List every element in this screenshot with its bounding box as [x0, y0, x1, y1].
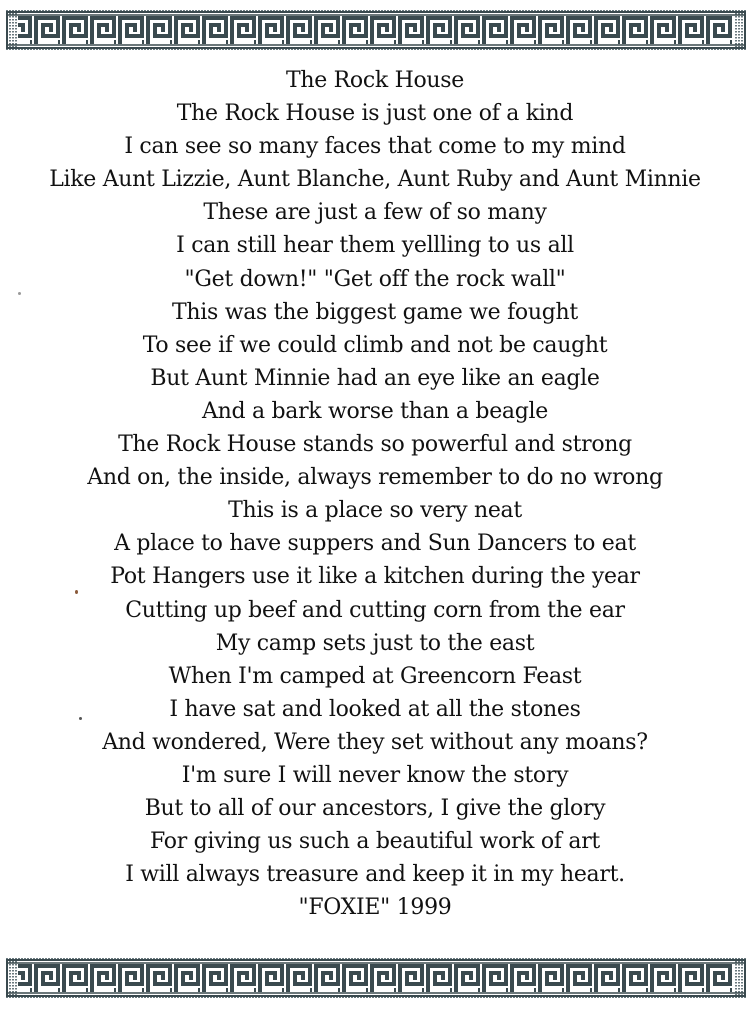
- poem-line: But Aunt Minnie had an eye like an eagle: [150, 365, 600, 391]
- greek-key-border-icon: [6, 10, 746, 50]
- scan-speck: [18, 292, 21, 295]
- poem: [0, 64, 750, 924]
- poem-line: Pot Hangers use it like a kitchen during the year: [110, 564, 640, 590]
- poem-line: When I'm camped at Greencorn Feast: [168, 663, 582, 689]
- poem-line: And on, the inside, always remember to do no wrong: [87, 465, 663, 491]
- bottom-greek-key-border: [6, 958, 746, 998]
- poem-line: I have sat and looked at all the stones: [169, 696, 581, 722]
- poem-line: I can see so many faces that come to my mind: [124, 134, 626, 160]
- poem-title: The Rock House: [285, 68, 465, 93]
- poem-line: For giving us such a beautiful work of art: [150, 829, 600, 855]
- poem-line: To see if we could climb and not be caught: [142, 332, 608, 358]
- poem-line: I'm sure I will never know the story: [181, 762, 569, 788]
- top-greek-key-border: [6, 10, 746, 50]
- poem-signature: "FOXIE" 1999: [298, 895, 452, 921]
- poem-line: This was the biggest game we fought: [172, 299, 578, 325]
- poem-line: I will always treasure and keep it in my heart.: [125, 862, 625, 888]
- scan-speck: [75, 590, 78, 594]
- greek-key-border-icon: [6, 958, 746, 998]
- poem-line: The Rock House stands so powerful and strong: [118, 432, 632, 458]
- poem-line: And a bark worse than a beagle: [202, 398, 548, 424]
- poem-line: A place to have suppers and Sun Dancers to eat: [114, 531, 636, 557]
- poem-line: "Get down!" "Get off the rock wall": [184, 266, 566, 292]
- poem-line: Cutting up beef and cutting corn from the ear: [125, 597, 625, 623]
- poem-line: The Rock House is just one of a kind: [176, 101, 574, 127]
- poem-line: And wondered, Were they set without any moans?: [102, 729, 648, 755]
- poem-line: My camp sets just to the east: [215, 630, 535, 656]
- poem-line: I can still hear them yellling to us all: [176, 233, 574, 259]
- poem-line: But to all of our ancestors, I give the glory: [144, 796, 606, 822]
- poem-line: These are just a few of so many: [203, 200, 547, 226]
- poem-line: Like Aunt Lizzie, Aunt Blanche, Aunt Ruby and Aunt Minnie: [49, 167, 701, 193]
- poem-line: This is a place so very neat: [228, 498, 522, 524]
- scan-speck: [79, 717, 82, 720]
